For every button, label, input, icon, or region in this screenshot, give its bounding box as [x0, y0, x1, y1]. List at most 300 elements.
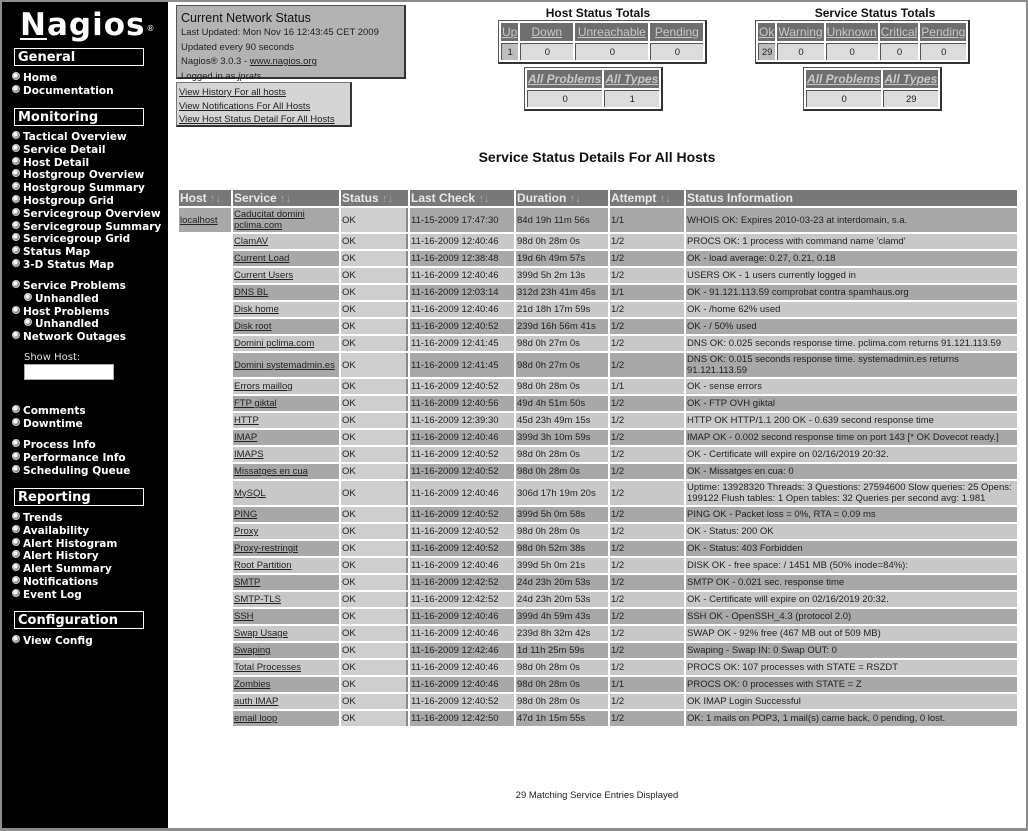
bullet-icon: [24, 318, 32, 326]
service-cell-link[interactable]: FTP giktal: [234, 398, 277, 409]
network-status-box: [176, 5, 406, 82]
duration-cell: 399d 5h 0m 58s: [516, 507, 608, 522]
service-warning-header[interactable]: Warning: [778, 25, 823, 39]
service-cell-link[interactable]: DNS BL: [234, 287, 269, 298]
table-row: [179, 285, 1017, 300]
status-information-cell: SWAP OK - 92% free (467 MB out of 509 MB): [686, 626, 1017, 641]
status-cell: OK: [341, 208, 408, 232]
sidebar-item-alert-history[interactable]: [12, 550, 99, 563]
nagios-website-link[interactable]: www.nagios.org: [249, 56, 317, 67]
service-all-types-count: 29: [883, 90, 938, 107]
view-notifications-link[interactable]: View Notifications For All Hosts: [179, 100, 311, 112]
service-cell-link[interactable]: Disk root: [234, 321, 272, 332]
host-unreachable-header[interactable]: Unreachable: [575, 23, 648, 41]
attempt-cell: 1/2: [610, 524, 684, 539]
host-all-problems-header[interactable]: All Problems: [528, 72, 602, 86]
last-check-cell: 11-16-2009 12:40:52: [410, 379, 514, 394]
host-cell: [179, 592, 231, 607]
service-cell: [233, 660, 339, 675]
status-information-cell: SMTP OK - 0.021 sec. response time: [686, 575, 1017, 590]
duration-cell: 239d 8h 32m 42s: [516, 626, 608, 641]
table-row: [179, 396, 1017, 411]
service-cell-link[interactable]: HTTP: [234, 415, 259, 426]
attempt-cell: 1/1: [610, 208, 684, 232]
sidebar-item-servicegroup-overview[interactable]: [12, 208, 161, 221]
service-cell: [233, 694, 339, 709]
last-check-cell: 11-16-2009 12:40:46: [410, 558, 514, 573]
sidebar-item-3-d-status-map[interactable]: [12, 259, 114, 272]
attempt-cell: 1/2: [610, 413, 684, 428]
column-header-label: Status Information: [687, 191, 794, 205]
bullet-icon: [12, 72, 20, 80]
status-cell: OK: [341, 464, 408, 479]
status-information-cell: OK - Status: 200 OK: [686, 524, 1017, 539]
last-check-cell: 11-16-2009 12:40:46: [410, 234, 514, 249]
sort-arrows-icon[interactable]: ↑↓: [280, 193, 292, 205]
attempt-cell: 1/2: [610, 592, 684, 607]
status-information-cell: OK IMAP Login Successful: [686, 694, 1017, 709]
table-row: [179, 643, 1017, 658]
attempt-cell: 1/2: [610, 447, 684, 462]
status-information-cell: OK - Certificate will expire on 02/16/2019 20:32.: [686, 592, 1017, 607]
table-row: [179, 302, 1017, 317]
duration-cell: 98d 0h 28m 0s: [516, 524, 608, 539]
sidebar-item-servicegroup-summary[interactable]: [12, 221, 161, 234]
bullet-icon: [12, 512, 20, 520]
sort-arrows-icon[interactable]: ↑↓: [569, 193, 581, 205]
sidebar-item-label: 3-D Status Map: [23, 259, 115, 271]
sidebar-item-unhandled-host-problems[interactable]: [24, 318, 99, 331]
duration-cell: 98d 0h 27m 0s: [516, 353, 608, 377]
duration-cell: 19d 6h 49m 57s: [516, 251, 608, 266]
service-cell: [233, 643, 339, 658]
bullet-icon: [24, 293, 32, 301]
last-check-cell: 11-16-2009 12:40:46: [410, 481, 514, 505]
sort-arrows-icon[interactable]: ↑↓: [382, 193, 394, 205]
last-check-cell: 11-16-2009 12:42:46: [410, 643, 514, 658]
bullet-icon: [12, 331, 20, 339]
sidebar-item-label: Hostgroup Overview: [23, 169, 145, 182]
bullet-icon: [12, 246, 20, 254]
sort-arrows-icon[interactable]: ↑↓: [659, 193, 671, 205]
host-cell: [179, 711, 231, 726]
host-down-header[interactable]: Down: [520, 23, 573, 41]
attempt-cell: 1/2: [610, 507, 684, 522]
last-check-cell: 11-16-2009 12:41:45: [410, 353, 514, 377]
service-cell-link[interactable]: Current Load: [234, 253, 290, 264]
sidebar-item-view-config[interactable]: [12, 635, 93, 648]
sidebar-item-process-info[interactable]: [12, 439, 96, 452]
duration-cell: 306d 17h 19m 20s: [516, 481, 608, 505]
show-host-input[interactable]: [24, 364, 114, 380]
status-information-cell: OK - 91.121.113.59 comprobat contra spamhaus.org: [686, 285, 1017, 300]
attempt-cell: 1/2: [610, 694, 684, 709]
sidebar-item-hostgroup-overview[interactable]: [12, 169, 144, 182]
service-cell-link[interactable]: Proxy-restringit: [234, 543, 298, 554]
service-cell: [233, 430, 339, 445]
section-reporting: Reporting: [14, 488, 144, 506]
attempt-cell: 1/2: [610, 626, 684, 641]
host-cell: [179, 285, 231, 300]
service-cell: [233, 677, 339, 692]
show-host-label: Show Host:: [24, 352, 81, 363]
last-check-cell: 11-16-2009 12:40:52: [410, 464, 514, 479]
view-host-status-link[interactable]: View Host Status Detail For All Hosts: [179, 114, 335, 125]
service-cell: [233, 285, 339, 300]
sidebar-item-label: Comments: [23, 405, 86, 417]
service-cell-link[interactable]: Current Users: [234, 270, 294, 281]
host-cell: [179, 609, 231, 624]
sidebar-item-home[interactable]: [12, 72, 57, 85]
host-summary-box: [524, 67, 663, 111]
host-cell: [179, 481, 231, 505]
sidebar-item-label: Hostgroup Summary: [23, 182, 145, 195]
service-cell-link[interactable]: SMTP: [234, 577, 261, 588]
service-pending-header[interactable]: Pending: [921, 25, 966, 39]
sidebar-item-unhandled-service-problems[interactable]: [24, 293, 99, 306]
sidebar-item-label: Service Problems: [23, 280, 126, 292]
sidebar-item-alert-summary[interactable]: [12, 563, 112, 576]
column-header-label: Last Check: [411, 191, 476, 205]
attempt-cell: 1/2: [610, 302, 684, 317]
last-updated: Last Updated: Mon Nov 16 12:43:45 CET 2009: [181, 27, 379, 38]
sidebar-item-label: Host Problems: [23, 305, 110, 318]
service-cell-link[interactable]: Total Processes: [234, 662, 302, 673]
status-cell: OK: [341, 353, 408, 377]
service-cell-link[interactable]: IMAP: [234, 432, 258, 443]
sidebar-item-label: Availability: [23, 524, 90, 537]
service-all-problems-count: 0: [806, 90, 881, 107]
section-general: General: [14, 48, 144, 66]
service-cell-link[interactable]: email loop: [234, 713, 278, 724]
service-cell: [233, 336, 339, 351]
sidebar-item-host-problems[interactable]: [12, 306, 109, 319]
last-check-cell: 11-16-2009 12:40:46: [410, 677, 514, 692]
last-check-cell: 11-16-2009 12:40:46: [410, 609, 514, 624]
sidebar-item-downtime[interactable]: [12, 418, 83, 431]
service-cell: [233, 353, 339, 377]
sort-arrows-icon[interactable]: ↑↓: [478, 193, 490, 205]
sidebar-item-label: Alert History: [23, 550, 99, 563]
host-cell: [179, 694, 231, 709]
sidebar-item-label: Downtime: [23, 417, 83, 430]
service-cell-link[interactable]: Errors maillog: [234, 381, 293, 392]
last-check-cell: 11-16-2009 12:40:46: [410, 302, 514, 317]
bullet-icon: [12, 538, 20, 546]
service-cell-link[interactable]: IMAPS: [234, 449, 264, 460]
service-cell: [233, 541, 339, 556]
host-up-header[interactable]: Up: [502, 25, 518, 39]
duration-cell: 98d 0h 28m 0s: [516, 660, 608, 675]
attempt-cell: 1/2: [610, 464, 684, 479]
status-cell: OK: [341, 302, 408, 317]
table-row: [179, 524, 1017, 539]
service-cell: [233, 575, 339, 590]
status-information-cell: Swaping - Swap IN: 0 Swap OUT: 0: [686, 643, 1017, 658]
last-check-cell: 11-16-2009 12:40:46: [410, 430, 514, 445]
attempt-cell: 1/2: [610, 396, 684, 411]
service-cell-link[interactable]: Zombies: [234, 679, 271, 690]
update-interval: Updated every 90 seconds: [181, 41, 295, 53]
service-totals-box: [755, 20, 970, 64]
host-cell: [179, 251, 231, 266]
duration-cell: 98d 0h 28m 0s: [516, 694, 608, 709]
duration-cell: 21d 18h 17m 59s: [516, 302, 608, 317]
status-information-cell: USERS OK - 1 users currently logged in: [686, 268, 1017, 283]
service-cell-link[interactable]: auth IMAP: [234, 696, 279, 707]
sidebar-item-performance-info[interactable]: [12, 452, 126, 465]
last-check-cell: 11-16-2009 12:40:52: [410, 524, 514, 539]
service-cell-link[interactable]: Disk home: [234, 304, 279, 315]
service-cell-link[interactable]: Domini pclima.com: [234, 338, 315, 349]
version-text: Nagios® 3.0.3 -: [181, 56, 250, 67]
table-row: [179, 430, 1017, 445]
host-all-types-header[interactable]: All Types: [605, 72, 659, 86]
table-row: [179, 609, 1017, 624]
sidebar-item-label: Hostgroup Grid: [23, 195, 114, 207]
bullet-icon: [12, 208, 20, 216]
sidebar-item-tactical-overview[interactable]: [12, 131, 127, 144]
table-row: [179, 575, 1017, 590]
host-cell: [179, 208, 231, 232]
sidebar-item-label: Unhandled: [35, 292, 99, 305]
sidebar-item-hostgroup-summary[interactable]: [12, 182, 145, 195]
host-cell: [179, 447, 231, 462]
status-information-cell: Uptime: 13928320 Threads: 3 Questions: 27594600 Slow queries: 25 Opens: 199122 Flush tables: 1 Open tables: 32 Queries per second avg: 1.981: [686, 481, 1017, 505]
service-cell-link[interactable]: Proxy: [234, 526, 259, 537]
status-information-cell: DISK OK - free space: / 1451 MB (50% inode=84%):: [686, 558, 1017, 573]
status-cell: OK: [341, 626, 408, 641]
table-row: [179, 268, 1017, 283]
logo-registered-mark: ®: [146, 24, 156, 33]
status-information-cell: PROCS OK: 1 process with command name 'clamd': [686, 234, 1017, 249]
table-row: [179, 481, 1017, 505]
column-header-host: [179, 190, 231, 206]
service-pending-count: 0: [920, 43, 966, 60]
sidebar-item-hostgroup-grid[interactable]: [12, 195, 114, 208]
service-cell-link[interactable]: Missatges en cua: [234, 466, 308, 477]
duration-cell: 98d 0h 28m 0s: [516, 464, 608, 479]
bullet-icon: [12, 157, 20, 165]
service-warning-count: 0: [777, 43, 823, 60]
service-cell: [233, 464, 339, 479]
table-row: [179, 558, 1017, 573]
sidebar-item-label: Unhandled: [35, 318, 99, 331]
service-cell-link[interactable]: Swaping: [234, 645, 271, 656]
status-cell: OK: [341, 507, 408, 522]
host-cell: [179, 234, 231, 249]
attempt-cell: 1/2: [610, 541, 684, 556]
service-unknown-header[interactable]: Unknown: [826, 25, 877, 39]
service-cell: [233, 592, 339, 607]
duration-cell: 49d 4h 51m 50s: [516, 396, 608, 411]
sidebar-item-notifications[interactable]: [12, 576, 98, 589]
sidebar-item-scheduling-queue[interactable]: [12, 465, 130, 478]
last-check-cell: 11-16-2009 12:42:50: [410, 711, 514, 726]
attempt-cell: 1/1: [610, 379, 684, 394]
table-row: [179, 677, 1017, 692]
service-cell-link[interactable]: Swap Usage: [234, 628, 288, 639]
host-cell: [179, 524, 231, 539]
service-cell-link[interactable]: PING: [234, 509, 258, 520]
status-cell: OK: [341, 609, 408, 624]
host-down-count: 0: [520, 43, 573, 60]
sidebar-item-service-problems[interactable]: [12, 280, 126, 293]
sidebar-item-status-map[interactable]: [12, 246, 90, 259]
duration-cell: 1d 11h 25m 59s: [516, 643, 608, 658]
service-all-types-header[interactable]: All Types: [884, 72, 938, 86]
service-critical-count: 0: [880, 43, 919, 60]
attempt-cell: 1/2: [610, 319, 684, 334]
host-cell: [179, 268, 231, 283]
column-header-label: Service: [234, 191, 277, 205]
last-check-cell: 11-16-2009 12:40:52: [410, 541, 514, 556]
duration-cell: 45d 23h 49m 15s: [516, 413, 608, 428]
service-cell: [233, 268, 339, 283]
bullet-icon: [12, 195, 20, 203]
service-cell: [233, 626, 339, 641]
service-cell-link[interactable]: MySQL: [234, 487, 266, 499]
last-check-cell: 11-16-2009 12:42:52: [410, 592, 514, 607]
table-row: [179, 234, 1017, 249]
status-cell: OK: [341, 592, 408, 607]
status-cell: OK: [341, 234, 408, 249]
service-critical-header[interactable]: Critical: [880, 25, 918, 39]
sidebar-item-label: Alert Summary: [23, 563, 112, 576]
status-cell: OK: [341, 447, 408, 462]
host-pending-count: 0: [650, 43, 703, 60]
sidebar-item-comments[interactable]: [12, 405, 86, 418]
host-cell-link[interactable]: localhost: [180, 214, 218, 226]
sidebar-item-documentation[interactable]: [12, 85, 114, 98]
page-title: Service Status Details For All Hosts: [478, 149, 716, 165]
attempt-cell: 1/2: [610, 558, 684, 573]
status-cell: OK: [341, 660, 408, 675]
sidebar-item-label: View Config: [23, 635, 93, 647]
sidebar-item-trends[interactable]: [12, 512, 63, 525]
service-cell: [233, 379, 339, 394]
sidebar-item-host-detail[interactable]: [12, 157, 89, 170]
host-cell: [179, 507, 231, 522]
status-cell: OK: [341, 694, 408, 709]
service-cell: [233, 396, 339, 411]
host-up-count: 1: [501, 43, 518, 60]
service-unknown-count: 0: [826, 43, 878, 60]
attempt-cell: 1/2: [610, 251, 684, 266]
sidebar-item-label: Trends: [23, 512, 63, 524]
status-cell: OK: [341, 541, 408, 556]
duration-cell: 312d 23h 41m 45s: [516, 285, 608, 300]
sidebar-item-service-detail[interactable]: [12, 144, 105, 157]
duration-cell: 399d 3h 10m 59s: [516, 430, 608, 445]
sidebar-item-label: Servicegroup Grid: [23, 233, 131, 246]
status-cell: OK: [341, 481, 408, 505]
table-row: [179, 464, 1017, 479]
sidebar-item-network-outages[interactable]: [12, 331, 126, 344]
duration-cell: 399d 5h 0m 21s: [516, 558, 608, 573]
bullet-icon: [12, 589, 20, 597]
status-cell: OK: [341, 643, 408, 658]
host-unreachable-count: 0: [575, 43, 648, 60]
column-header-attempt: [610, 190, 684, 206]
service-summary-box: [803, 67, 942, 111]
view-history-link[interactable]: View History For all hosts: [179, 87, 286, 98]
service-cell-link[interactable]: SMTP-TLS: [234, 594, 281, 605]
host-cell: [179, 430, 231, 445]
service-totals-title: Service Status Totals: [814, 6, 936, 20]
status-cell: OK: [341, 524, 408, 539]
table-row: [179, 379, 1017, 394]
nagios-logo[interactable]: [20, 6, 156, 44]
service-cell: [233, 711, 339, 726]
host-cell: [179, 413, 231, 428]
table-row: [179, 251, 1017, 266]
sidebar-item-servicegroup-grid[interactable]: [12, 233, 130, 246]
service-cell-link[interactable]: SSH: [234, 611, 254, 622]
bullet-icon: [12, 221, 20, 229]
last-check-cell: 11-16-2009 12:40:52: [410, 447, 514, 462]
bullet-icon: [12, 182, 20, 190]
logo-rest: agios: [46, 7, 146, 43]
sort-arrows-icon[interactable]: ↑↓: [210, 193, 222, 205]
table-row: [179, 413, 1017, 428]
service-cell-link[interactable]: ClamAV: [234, 236, 269, 247]
bullet-icon: [12, 306, 20, 314]
attempt-cell: 1/2: [610, 430, 684, 445]
last-check-cell: 11-16-2009 12:41:45: [410, 336, 514, 351]
section-configuration: Configuration: [14, 611, 144, 629]
service-cell-link[interactable]: Caducitat domini pclima.com: [234, 209, 305, 231]
status-information-cell: OK - / 50% used: [686, 319, 1017, 334]
duration-cell: 239d 16h 56m 41s: [516, 319, 608, 334]
service-all-problems-header[interactable]: All Problems: [807, 72, 881, 86]
bullet-icon: [12, 465, 20, 473]
service-cell: [233, 507, 339, 522]
host-cell: [179, 302, 231, 317]
sidebar-item-alert-histogram[interactable]: [12, 538, 117, 551]
service-cell-link[interactable]: Root Partition: [234, 560, 292, 571]
column-header-last-check: [410, 190, 514, 206]
duration-cell: 24d 23h 20m 53s: [516, 575, 608, 590]
host-cell: [179, 626, 231, 641]
sidebar-item-label: Servicegroup Summary: [23, 220, 162, 233]
section-monitoring: Monitoring: [14, 108, 144, 126]
host-cell: [179, 541, 231, 556]
sidebar-item-label: Status Map: [23, 246, 91, 259]
status-information-cell: OK - /home 62% used: [686, 302, 1017, 317]
last-check-cell: 11-16-2009 12:40:56: [410, 396, 514, 411]
attempt-cell: 1/2: [610, 575, 684, 590]
status-cell: OK: [341, 268, 408, 283]
last-check-cell: 11-16-2009 12:40:52: [410, 694, 514, 709]
sidebar-item-label: Process Info: [23, 439, 96, 451]
sidebar-item-label: Home: [23, 72, 58, 84]
service-ok-count: 29: [758, 43, 775, 60]
bullet-icon: [12, 169, 20, 177]
service-cell-link[interactable]: Domini systemadmin.es: [234, 359, 335, 371]
duration-cell: 98d 0h 28m 0s: [516, 379, 608, 394]
last-check-cell: 11-16-2009 12:40:46: [410, 268, 514, 283]
matching-entries-count: 29 Matching Service Entries Displayed: [515, 790, 679, 801]
last-check-cell: 11-16-2009 12:40:46: [410, 660, 514, 675]
status-information-cell: WHOIS OK: Expires 2010-03-23 at interdomain, s.a.: [686, 208, 1017, 232]
service-ok-header[interactable]: Ok: [759, 25, 775, 39]
sidebar-item-event-log[interactable]: [12, 589, 82, 602]
host-pending-header[interactable]: Pending: [650, 23, 703, 41]
sidebar-item-availability[interactable]: [12, 525, 89, 538]
host-cell: [179, 396, 231, 411]
bullet-icon: [12, 85, 20, 93]
